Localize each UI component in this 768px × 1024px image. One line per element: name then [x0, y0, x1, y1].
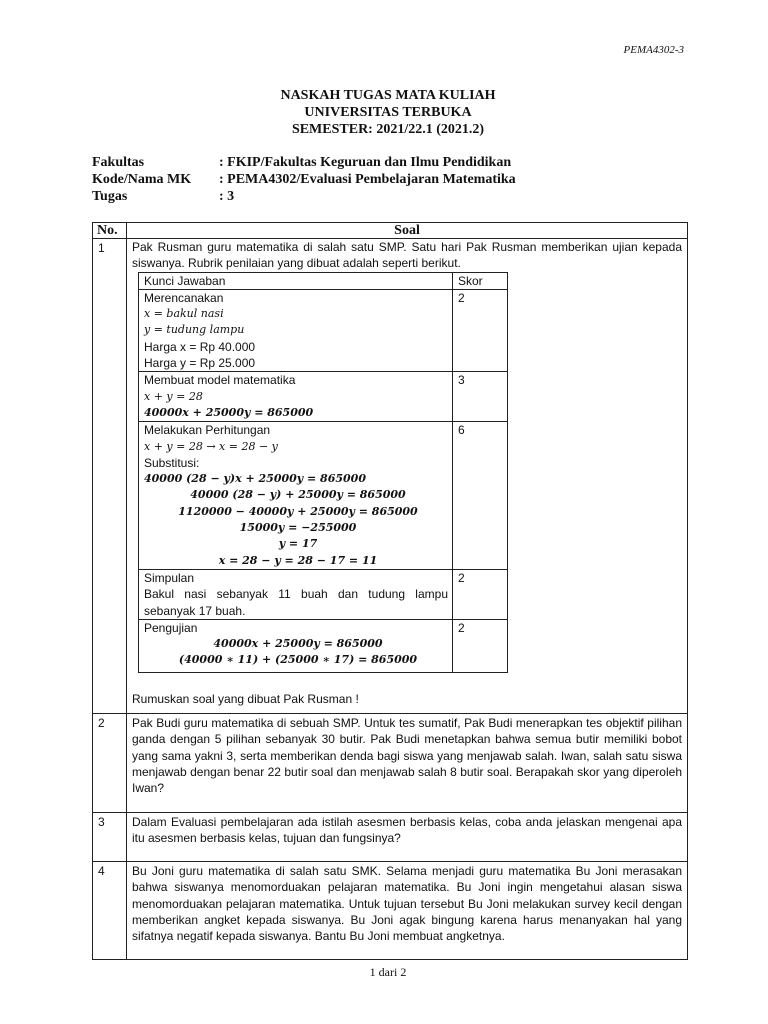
question-number: 2 — [93, 714, 127, 813]
rubric-key-cell — [139, 569, 453, 619]
math-line: 40000x + 25000y = 865000 — [213, 637, 383, 651]
meta-label: Kode/Nama MK — [92, 172, 192, 187]
rubric-header-key: Kunci Jawaban — [139, 272, 453, 289]
document-title — [0, 87, 768, 138]
rubric-text: Substitusi: — [144, 455, 200, 470]
title-line-2: UNIVERSITAS TERBUKA — [304, 105, 472, 120]
question-body — [127, 862, 688, 960]
math-line: 40000 (28 − y) + 25000y = 865000 — [190, 488, 406, 502]
rubric-row-pengujian — [139, 619, 508, 672]
meta-value: : PEMA4302/Evaluasi Pembelajaran Matematika — [219, 172, 516, 187]
questions-table — [92, 222, 688, 960]
rubric-table — [138, 272, 508, 673]
rubric-score: 2 — [453, 569, 508, 619]
question-instruction: Rumuskan soal yang dibuat Pak Rusman ! — [132, 691, 359, 706]
rubric-header-score: Skor — [453, 272, 508, 289]
question-row-2 — [93, 714, 688, 813]
question-number: 3 — [93, 813, 127, 862]
meta-course — [92, 171, 516, 188]
question-number: 1 — [93, 239, 127, 714]
question-number: 4 — [93, 862, 127, 960]
question-row-1 — [93, 239, 688, 714]
course-meta — [92, 154, 516, 205]
rubric-key-cell — [139, 372, 453, 422]
question-body — [127, 714, 688, 813]
meta-value: : FKIP/Fakultas Keguruan dan Ilmu Pendidikan — [219, 155, 512, 170]
rubric-score: 6 — [453, 422, 508, 570]
rubric-step-label: Membuat model matematika — [144, 373, 296, 388]
meta-fakultas — [92, 154, 516, 171]
question-row-4 — [93, 862, 688, 960]
column-header-no: No. — [93, 223, 127, 239]
title-line-1: NASKAH TUGAS MATA KULIAH — [280, 88, 496, 103]
rubric-step-label: Pengujian — [144, 620, 198, 635]
rubric-key-cell — [139, 619, 453, 672]
title-line-3: SEMESTER: 2021/22.1 (2021.2) — [291, 122, 485, 137]
meta-label: Tugas — [92, 189, 128, 204]
math-line: y = 17 — [278, 537, 318, 551]
question-text: Pak Budi guru matematika di sebuah SMP. Untuk tes sumatif, Pak Budi menerapkan tes objektif pilihan ganda dengan 5 pilihan sebanyak 30 butir. Pak Budi menetapkan bahwa semua butir memiliki bobot yang sama yakni 3, serta memberikan denda bagi siswa yang menjawab salah. Iwan, salah satu siswa menjawab dengan benar 22 butir soal dan menjawab salah 8 butir soal. Berapakah skor yang diperoleh Iwan? — [132, 716, 682, 796]
math-line: x + y = 28 — [144, 389, 203, 403]
rubric-header-row — [139, 272, 508, 289]
question-text: Bu Joni guru matematika di salah satu SMK. Selama menjadi guru matematika Bu Joni merasakan bahwa siswanya menomorduakan pelajaran matematika. Bu Joni ingin mengetahui alasan siswa menomorduakan pelajaran matematika. Untuk tujuan tersebut Bu Joni melakukan survey kecil dengan memberikan angket kepada siswanya. Bu Joni agak bingung karena harus menanyakan hal yang sifatnya negatif kepada siswanya. Bantu Bu Joni membuat angketnya. — [132, 864, 682, 944]
math-line: x = 28 − y = 28 − 17 = 11 — [218, 553, 378, 567]
math-line: 1120000 − 40000y + 25000y = 865000 — [178, 504, 418, 518]
rubric-row-model — [139, 372, 508, 422]
rubric-step-label: Merencanakan — [144, 290, 224, 305]
rubric-score: 3 — [453, 372, 508, 422]
rubric-step-label: Melakukan Perhitungan — [144, 423, 271, 438]
question-text: Dalam Evaluasi pembelajaran ada istilah asesmen berbasis kelas, coba anda jelaskan mengenai apa itu asesmen berbasis kelas, tujuan dan fungsinya? — [132, 815, 682, 846]
math-line: x + y = 28 → x = 28 − y — [144, 439, 278, 453]
document-code: PEMA4302-3 — [623, 44, 684, 56]
page-number: 1 dari 2 — [369, 965, 407, 979]
rubric-row-perhitungan — [139, 422, 508, 570]
math-line: 40000x + 25000y = 865000 — [144, 405, 314, 419]
table-header-row — [93, 223, 688, 239]
math-line: x = bakul nasi — [144, 307, 224, 321]
rubric-text: Bakul nasi sebanyak 11 buah dan tudung lampu sebanyak 17 buah. — [144, 587, 448, 618]
rubric-key-cell — [139, 289, 453, 371]
question-body — [127, 239, 688, 714]
rubric-row-merencanakan — [139, 289, 508, 371]
rubric-text: Harga y = Rp 25.000 — [144, 356, 256, 371]
question-intro: Pak Rusman guru matematika di salah satu SMP. Satu hari Pak Rusman memberikan ujian kepada siswanya. Rubrik penilaian yang dibuat adalah seperti berikut. — [132, 240, 682, 271]
rubric-row-simpulan — [139, 569, 508, 619]
math-line: 15000y = −255000 — [239, 521, 357, 535]
math-line: 40000 (28 − y)x + 25000y = 865000 — [144, 472, 366, 486]
column-header-soal: Soal — [127, 223, 688, 239]
rubric-step-label: Simpulan — [144, 570, 195, 585]
rubric-key-cell — [139, 422, 453, 570]
question-body — [127, 813, 688, 862]
meta-label: Fakultas — [92, 155, 145, 170]
meta-value: : 3 — [219, 189, 235, 204]
question-row-3 — [93, 813, 688, 862]
math-line: (40000 ∗ 11) + (25000 ∗ 17) = 865000 — [178, 653, 418, 667]
math-line: y = tudung lampu — [144, 323, 245, 337]
meta-assignment — [92, 188, 516, 205]
rubric-text: Harga x = Rp 40.000 — [144, 339, 256, 354]
rubric-score: 2 — [453, 619, 508, 672]
rubric-score: 2 — [453, 289, 508, 371]
